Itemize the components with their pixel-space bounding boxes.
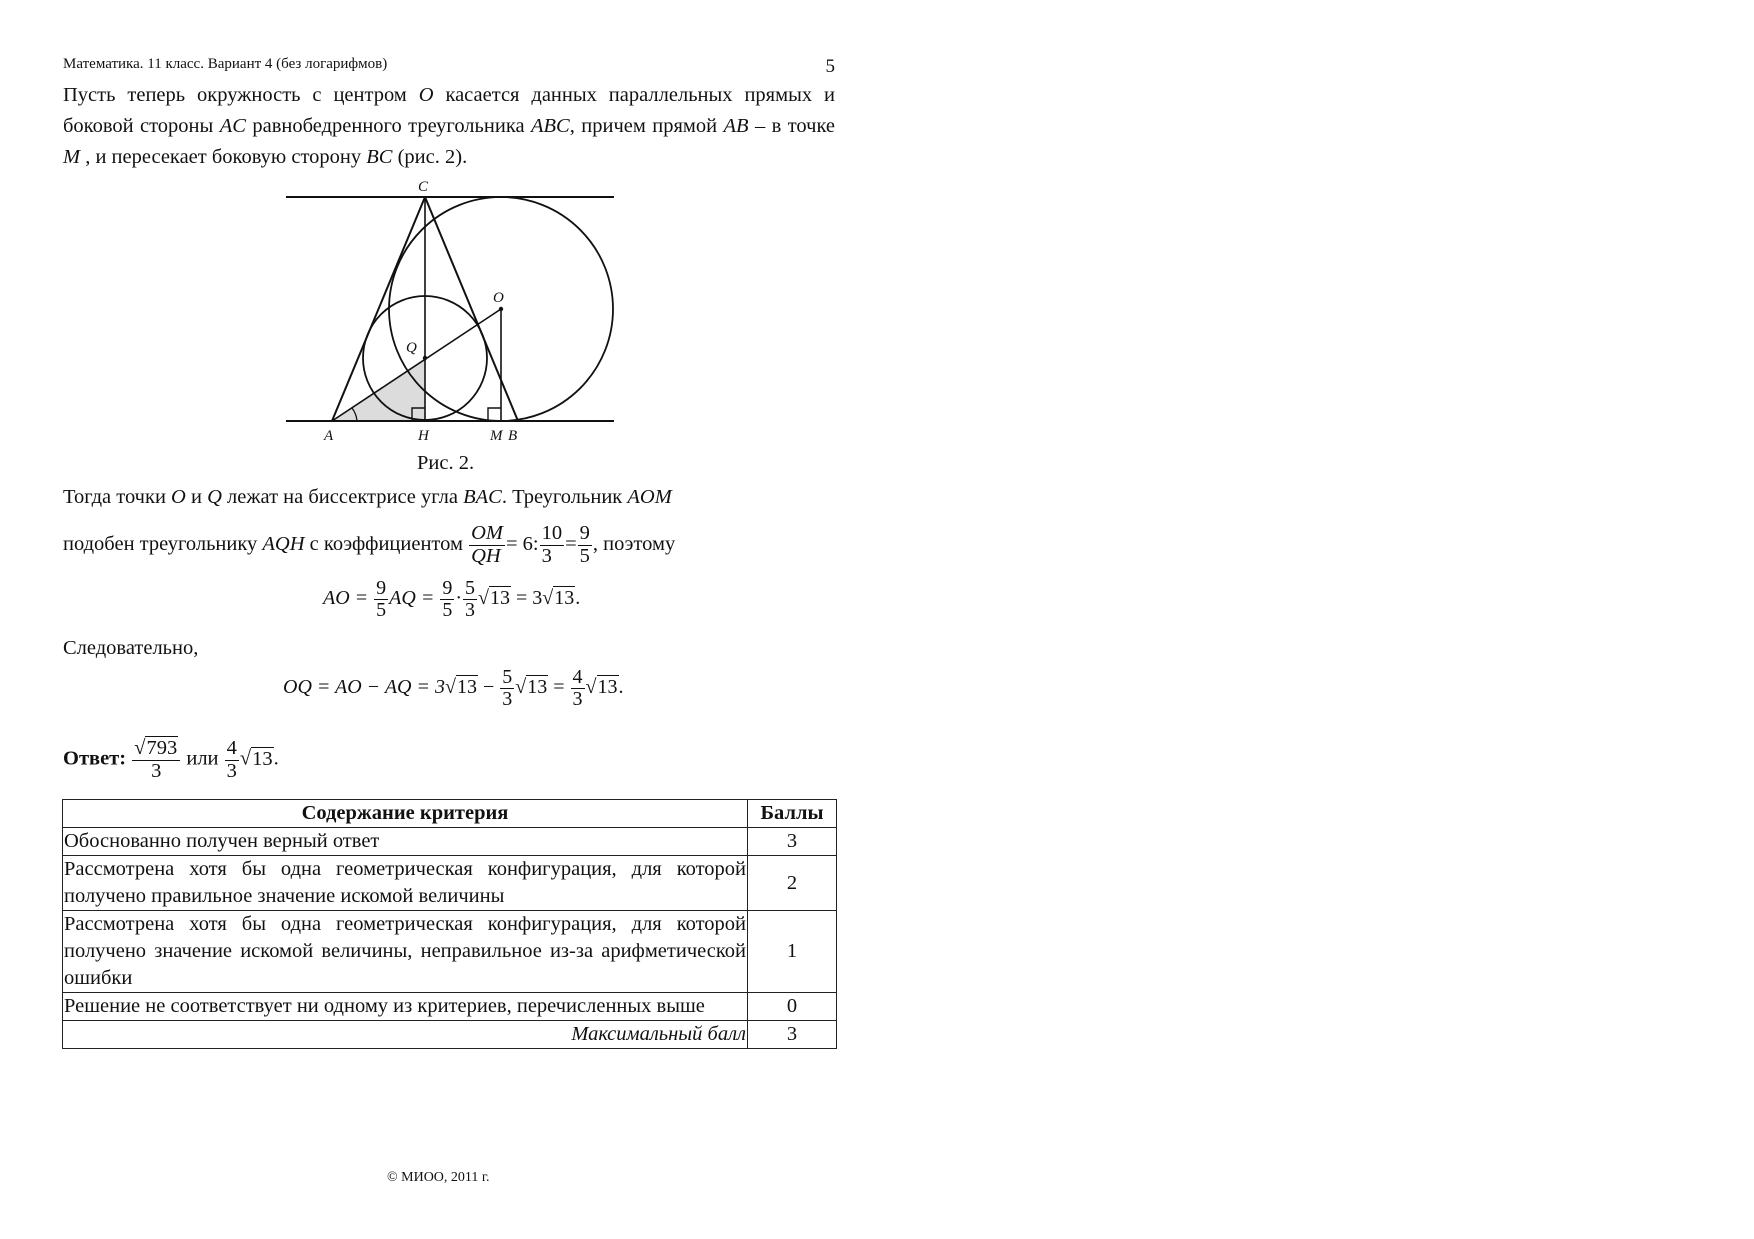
criteria-table bbox=[62, 799, 837, 1049]
formula-oq: OQ = AO − AQ = 3√13 − $\frac{5}{3}$ √13 = $\frac{4}{3}$ √13. bbox=[283, 666, 624, 710]
figure-caption: Рис. 2. bbox=[417, 452, 475, 474]
document-title: Математика. 11 класс. Вариант 4 (без логарифмов) bbox=[63, 56, 388, 72]
answer-line: Ответ: $\frac{√793}{3}$ или $\frac{4}{3}$ √13. bbox=[63, 737, 279, 782]
point-o bbox=[499, 307, 503, 311]
geometry-figure bbox=[280, 176, 620, 446]
header-points: Баллы bbox=[748, 800, 837, 828]
header-criterion: Содержание критерия bbox=[63, 800, 748, 828]
table-row: Решение не соответствует ни одному из критериев, перечисленных выше 0 bbox=[63, 993, 837, 1021]
answer-label: Ответ: bbox=[63, 747, 127, 770]
consequently-text: Следовательно, bbox=[63, 637, 199, 659]
similarity-sentence: подобен треугольнику AQH с коэффициентом $\frac{OM}{QH}$ = 6: $\frac{10}{3}$ = $\frac{9}{5}$ , поэтому bbox=[63, 522, 676, 567]
right-angle-m bbox=[488, 408, 501, 421]
label-h: H bbox=[418, 428, 429, 444]
table-max-row: Максимальный балл 3 bbox=[63, 1021, 837, 1049]
ratio-fraction: $\frac{OM}{QH}$ bbox=[471, 522, 503, 567]
table-row: Рассмотрена хотя бы одна геометрическая конфигурация, для которой получено правильное значение искомой величины 2 bbox=[63, 856, 837, 911]
label-a: A bbox=[324, 428, 334, 444]
then-sentence: Тогда точки O и Q лежат на биссектрисе угла BAC. Треугольник AOM bbox=[63, 486, 672, 508]
copyright-footer: © МИОО, 2011 г. bbox=[387, 1170, 490, 1185]
table-row: Обоснованно получен верный ответ 3 bbox=[63, 828, 837, 856]
label-c: C bbox=[418, 179, 429, 195]
label-b: B bbox=[508, 428, 518, 444]
formula-ao: AO = $\frac{9}{5}$ AQ = $\frac{9}{5}$ · $\frac{5}{3}$ √13 = 3√13. bbox=[323, 577, 581, 621]
page-header bbox=[63, 56, 835, 78]
side-bc bbox=[425, 197, 518, 421]
table-header-row bbox=[63, 800, 837, 828]
page-number: 5 bbox=[825, 56, 835, 77]
label-m: M bbox=[490, 428, 503, 444]
point-q bbox=[423, 356, 427, 360]
table-row: Рассмотрена хотя бы одна геометрическая конфигурация, для которой получено значение искомой величины, неправильное из-за арифметической ошибки 1 bbox=[63, 911, 837, 993]
label-o: O bbox=[493, 290, 504, 306]
intro-paragraph: Пусть теперь окружность с центром O касается данных параллельных прямых и боковой стороны AC равнобедренного треугольника ABC, причем прямой AB – в точке M , и пересекает боковую сторону BC (рис. 2). bbox=[63, 84, 836, 168]
label-q: Q bbox=[406, 340, 417, 356]
